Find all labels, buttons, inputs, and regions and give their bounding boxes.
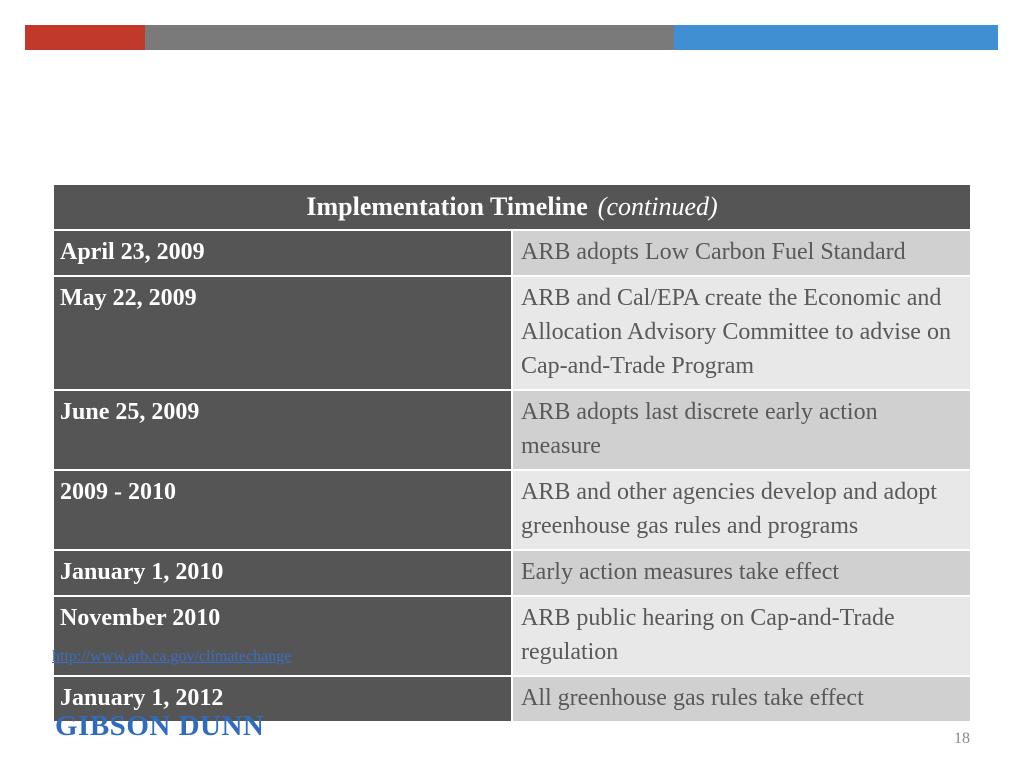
row-description: ARB adopts last discrete early action measure	[512, 390, 971, 470]
table-row	[53, 470, 971, 550]
table-row	[53, 276, 971, 390]
page-number: 18	[954, 730, 970, 747]
row-description: All greenhouse gas rules take effect	[512, 676, 971, 722]
row-date: 2009 - 2010	[53, 470, 512, 550]
row-description: ARB public hearing on Cap-and-Trade regulation	[512, 596, 971, 676]
row-description: Early action measures take effect	[512, 550, 971, 596]
row-date: April 23, 2009	[53, 230, 512, 276]
table-title-text: Implementation Timeline	[306, 192, 588, 221]
row-date: November 2010	[53, 596, 512, 676]
row-date: May 22, 2009	[53, 276, 512, 390]
top-color-bar	[25, 25, 998, 50]
row-description: ARB and other agencies develop and adopt greenhouse gas rules and programs	[512, 470, 971, 550]
table-row	[53, 230, 971, 276]
timeline-table	[52, 183, 972, 723]
gibson-dunn-logo: GIBSON DUNN	[55, 710, 265, 742]
table-header-row	[53, 184, 971, 230]
top-bar-blue-segment	[674, 25, 998, 50]
top-bar-red-segment	[25, 25, 145, 50]
table-row	[53, 550, 971, 596]
row-description: ARB and Cal/EPA create the Economic and Allocation Advisory Committee to advise on Cap-and-Trade Program	[512, 276, 971, 390]
row-description: ARB adopts Low Carbon Fuel Standard	[512, 230, 971, 276]
table-row	[53, 390, 971, 470]
row-date: June 25, 2009	[53, 390, 512, 470]
top-bar-gray-segment	[145, 25, 674, 50]
source-link[interactable]: http://www.arb.ca.gov/climatechange	[52, 648, 292, 665]
row-date: January 1, 2012	[53, 676, 512, 722]
row-date: January 1, 2010	[53, 550, 512, 596]
table-title	[53, 184, 971, 230]
table-title-suffix: (continued)	[597, 192, 718, 221]
